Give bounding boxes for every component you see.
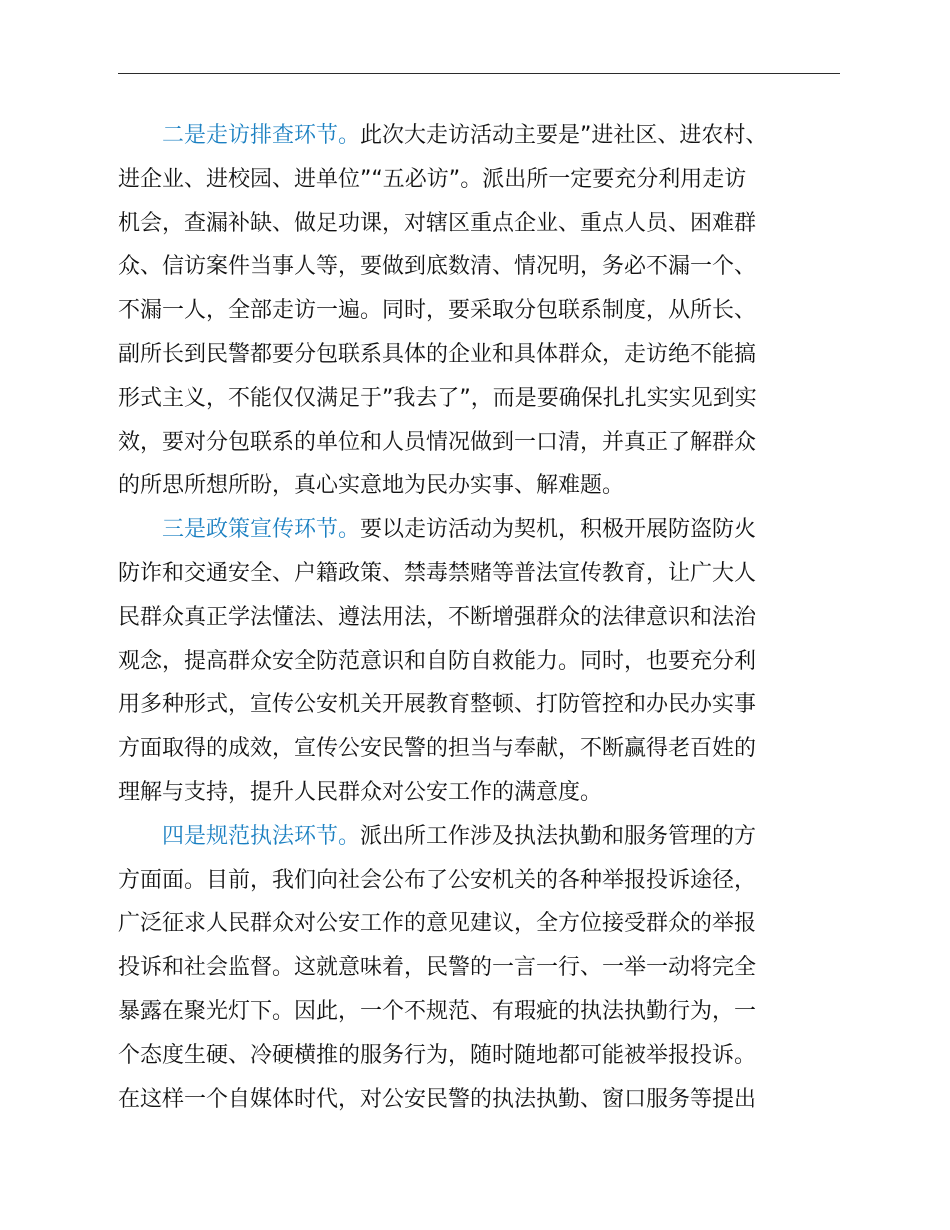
text-line: 不漏一人，全部走访一遍。同时，要采取分包联系制度，从所长、	[118, 298, 757, 324]
text-line: 观念，提高群众安全防范意识和自防自救能力。同时，也要充分利	[118, 648, 757, 674]
paragraph-first-line	[118, 815, 840, 859]
paragraph-law-enforcement	[118, 815, 840, 1122]
document-body	[118, 114, 840, 1121]
text-line: 形式主义，不能仅仅满足于”我去了”，而是要确保扎扎实实见到实	[118, 385, 757, 411]
text-line: 暴露在聚光灯下。因此，一个不规范、有瑕疵的执法执勤行为，一	[118, 998, 757, 1024]
text-line: 个态度生硬、冷硬横推的服务行为，随时随地都可能被举报投诉。	[118, 1042, 757, 1068]
paragraph-text: 派出所工作涉及执法执勤和服务管理的方	[360, 823, 757, 849]
text-line: 方面取得的成效，宣传公安民警的担当与奉献，不断赢得老百姓的	[118, 736, 757, 762]
text-line: 理解与支持，提升人民群众对公安工作的满意度。	[118, 779, 603, 805]
text-line: 用多种形式，宣传公安机关开展教育整顿、打防管控和办民办实事	[118, 692, 757, 718]
paragraph-text: 要以走访活动为契机，积极开展防盗防火	[360, 517, 757, 543]
text-line: 机会，查漏补缺、做足功课，对辖区重点企业、重点人员、困难群	[118, 210, 757, 236]
paragraph-first-line	[118, 114, 840, 158]
paragraph-first-line	[118, 508, 840, 552]
text-line: 副所长到民警都要分包联系具体的企业和具体群众，走访绝不能搞	[118, 341, 757, 367]
paragraph-visit-inspection	[118, 114, 840, 508]
text-line: 防诈和交通安全、户籍政策、禁毒禁赌等普法宣传教育，让广大人	[118, 560, 757, 586]
text-line: 效，要对分包联系的单位和人员情况做到一口清，并真正了解群众	[118, 429, 757, 455]
text-line: 的所思所想所盼，真心实意地为民办实事、解难题。	[118, 473, 625, 499]
text-line: 民群众真正学法懂法、遵法用法，不断增强群众的法律意识和法治	[118, 604, 757, 630]
text-line: 众、信访案件当事人等，要做到底数清、情况明，务必不漏一个、	[118, 254, 757, 280]
section-heading: 四是规范执法环节。	[162, 823, 361, 849]
text-line: 进企业、进校园、进单位”“五必访”。派出所一定要充分利用走访	[118, 166, 747, 192]
text-line: 在这样一个自媒体时代，对公安民警的执法执勤、窗口服务等提出	[118, 1086, 757, 1112]
header-rule	[118, 73, 840, 74]
text-line: 广泛征求人民群众对公安工作的意见建议，全方位接受群众的举报	[118, 911, 757, 937]
paragraph-policy-publicity	[118, 508, 840, 815]
paragraph-text: 此次大走访活动主要是”进社区、进农村、	[360, 123, 768, 148]
text-line: 投诉和社会监督。这就意味着，民警的一言一行、一举一动将完全	[118, 955, 757, 981]
section-heading: 三是政策宣传环节。	[162, 517, 361, 543]
text-line: 方面面。目前，我们向社会公布了公安机关的各种举报投诉途径，	[118, 867, 757, 893]
section-heading: 二是走访排查环节。	[162, 123, 361, 148]
